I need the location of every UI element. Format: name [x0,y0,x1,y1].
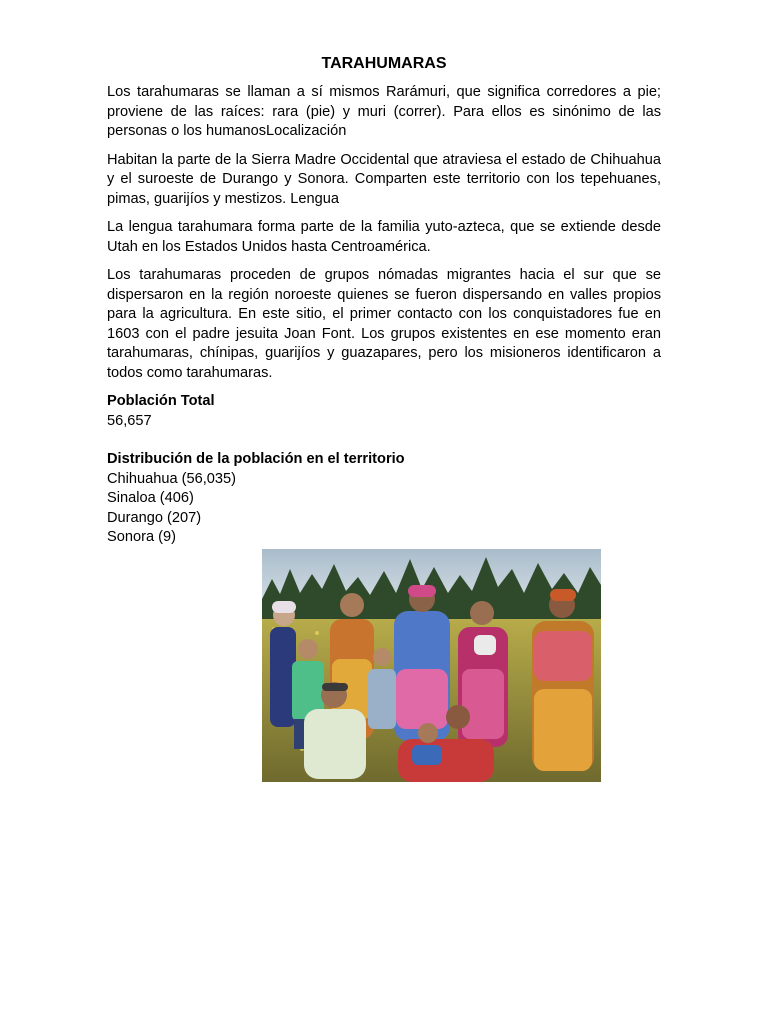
paragraph-language: La lengua tarahumara forma parte de la familia yuto-azteca, que se extiende desde Utah en los Estados Unidos hasta Centroamérica. [107,219,661,255]
population-value: 56,657 [107,412,152,429]
document-title: TARAHUMARAS [321,55,447,72]
paragraph-location: Habitan la parte de la Sierra Madre Occidental que atraviesa el estado de Chihuahua y el suroeste de Durango y Sonora. Comparten este territorio con los tepehuanes, pimas, guarijíos y mestizos. Lengua [107,151,661,207]
document-page [107,53,661,548]
distribution-item: Sinaloa (406) [107,490,194,506]
paragraph-intro: Los tarahumaras se llaman a sí mismos Rarámuri, que significa corredores a pie; proviene de las raíces: rara (pie) y muri (correr). Para ellos es sinónimo de las personas o los humanosLocalización [107,84,661,139]
population-label: Población Total [107,393,215,409]
distribution-item: Sonora (9) [107,529,176,545]
distribution-label: Distribución de la población en el territorio [107,451,405,467]
distribution-item: Chihuahua (56,035) [107,470,237,487]
section-spacer [107,431,661,450]
group-photo [262,549,601,782]
paragraph-history: Los tarahumaras proceden de grupos nómadas migrantes hacia el sur que se dispersaron en la región noroeste quienes se fueron dispersando en valles propios para la agricultura. En este sitio, el primer contacto con los conquistadores fue en 1603 con el padre jesuita Joan Font. Los grupos existentes en ese momento eran tarahumaras, chínipas, guarijíos y guazapares, pero los misioneros identificaron a todos como tarahumaras. [107,267,661,381]
distribution-item: Durango (207) [107,509,202,526]
